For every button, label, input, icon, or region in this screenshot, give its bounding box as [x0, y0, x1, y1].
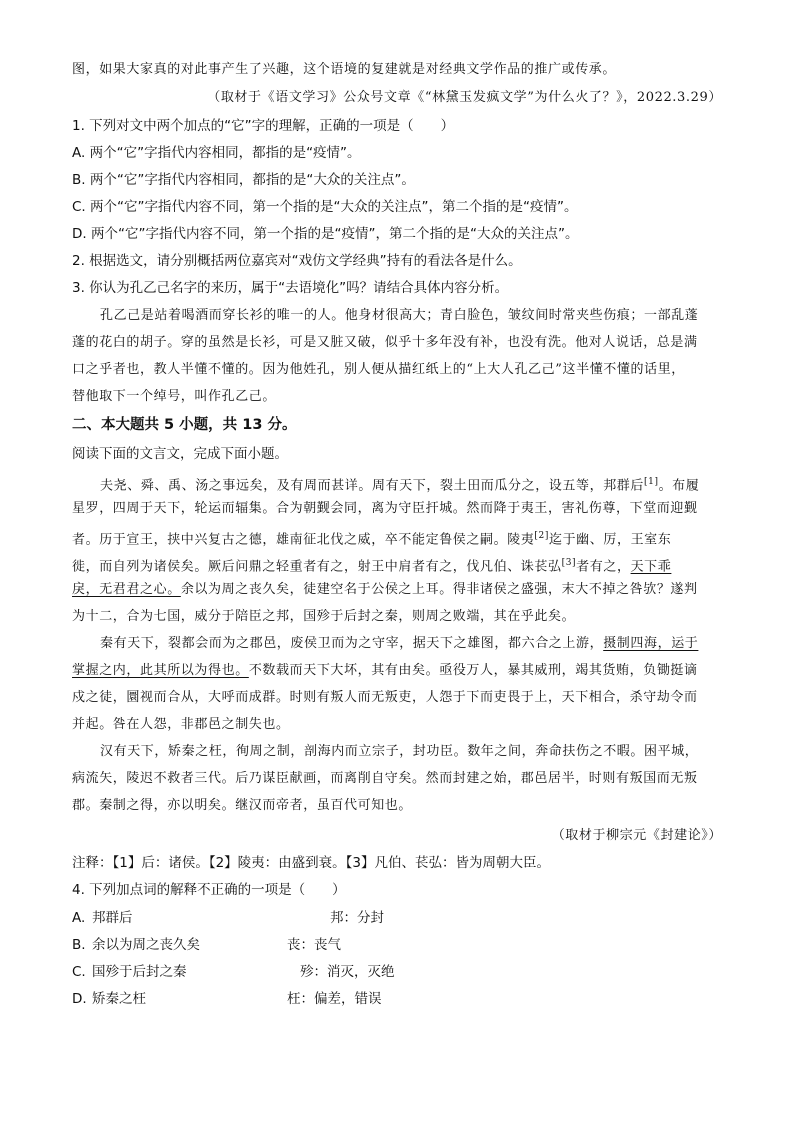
option-gloss: 殄：消灭，灭绝	[300, 964, 395, 980]
question-3-stem: 3. 你认为孔乙己名字的来历，属于“去语境化”吗？请结合具体内容分析。	[72, 280, 509, 296]
kong-passage-line: 孔乙己是站着喝酒而穿长衫的唯一的人。他身材很高大；青白脸色，皱纹间时常夹些伤痕；一部乱蓬	[100, 308, 699, 323]
classical-line: 夫尧、舜、禹、汤之事远矣，及有周而甚详。周有天下，裂土田而瓜分之，设五等，邦群后[1]。布履	[100, 477, 700, 494]
passage-tail-line: 图，如果大家真的对此事产生了兴趣，这个语境的复建就是对经典文学作品的推广或传承。	[72, 62, 617, 77]
underlined-sentence: 戾，无君君之心。	[72, 582, 181, 597]
option-phrase: 国殄于后封之秦	[92, 964, 187, 980]
option-gloss: 枉：偏差，错误	[287, 991, 382, 1007]
classical-line: 汉有天下，矫秦之枉，徇周之制，剖海内而立宗子，封功臣。数年之间，奔命扶伤之不暇。困平城，	[100, 744, 699, 759]
option-gloss: 邦：分封	[330, 910, 384, 926]
option-label: D.	[72, 991, 87, 1007]
footnote-marker: [2]	[534, 531, 549, 541]
classical-line: 秦有天下，裂都会而为之郡邑，废侯卫而为之守宰，据天下之雄图，都六合之上游，摄制四海，运于	[100, 636, 699, 651]
option-phrase: 矫秦之枉	[92, 991, 146, 1007]
option-gloss: 丧：丧气	[287, 937, 341, 953]
question-1-option-a: A. 两个“它”字指代内容相同，都指的是“疫情”。	[72, 145, 361, 161]
classical-line: 徙，而自列为诸侯矣。厥后问鼎之轻重者有之，射王中肩者有之，伐凡伯、诛苌弘[3]者有之，天下乖	[72, 558, 672, 575]
option-label: A.	[72, 910, 86, 926]
kong-passage-line: 替他取下一个绰号，叫作孔乙己。	[72, 389, 277, 404]
option-phrase: 余以为周之丧久矣	[92, 937, 200, 953]
classical-source: （取材于柳宗元《封建论》）	[551, 828, 722, 843]
question-1-stem: 1. 下列对文中两个加点的“它”字的理解，正确的一项是（ ）	[72, 118, 455, 134]
kong-passage-line: 口之乎者也，教人半懂不懂的。因为他姓孔，别人便从描红纸上的“上大人孔乙己”这半懂不懂的话里，	[72, 362, 685, 377]
classical-line: 戍之徒，圜视而合从，大呼而成群。时则有叛人而无叛吏，人怨于下而吏畏于上，天下相合，杀守劫令而	[72, 690, 698, 705]
question-1-option-b: B. 两个“它”字指代内容相同，都指的是“大众的关注点”。	[72, 172, 415, 188]
classical-line: 并起。咎在人怨，非郡邑之制失也。	[72, 717, 290, 732]
footnote-marker: [3]	[561, 558, 577, 568]
classical-line: 星罗，四周于天下，轮运而辐集。合为朝觐会同，离为守臣扞城。然而降于夷王，害礼伤尊，下堂而迎觐	[72, 501, 698, 516]
question-1-option-d: D. 两个“它”字指代内容不同，第一个指的是“疫情”，第二个指的是“大众的关注点”。	[72, 226, 579, 242]
section-2-heading: 二、本大题共 5 小题，共 13 分。	[72, 417, 297, 433]
option-label: C.	[72, 964, 86, 980]
passage-source: （取材于《语文学习》公众号文章《“林黛玉发疯文学”为什么火了？》，2022.3.29）	[207, 90, 722, 105]
option-phrase: 邦群后	[92, 910, 133, 926]
question-2-stem: 2. 根据选文，请分别概括两位嘉宾对“戏仿文学经典”持有的看法各是什么。	[72, 253, 522, 269]
underlined-sentence: 掌握之内，此其所以为得也。	[72, 663, 249, 678]
section-2-instruction: 阅读下面的文言文，完成下面小题。	[72, 446, 288, 462]
question-4-stem: 4. 下列加点词的解释不正确的一项是（ ）	[72, 882, 346, 898]
kong-passage-line: 蓬的花白的胡子。穿的虽然是长衫，可是又脏又破，似乎十多年没有补，也没有洗。他对人说话，总是满	[72, 335, 698, 350]
question-1-option-c: C. 两个“它”字指代内容不同，第一个指的是“大众的关注点”，第二个指的是“疫情”。	[72, 199, 578, 215]
option-label: B.	[72, 937, 86, 953]
underlined-sentence: 天下乖	[630, 559, 672, 575]
classical-line: 病流矢，陵迟不救者三代。后乃谋臣献画，而离削自守矣。然而封建之始，郡邑居半，时则有叛国而无叛	[72, 771, 698, 786]
footnotes: 注释：【1】后：诸侯。【2】陵夷：由盛到衰。【3】凡伯、苌弘：皆为周朝大臣。	[72, 855, 551, 871]
classical-line: 掌握之内，此其所以为得也。不数载而天下大坏，其有由矣。亟役万人，暴其威刑，竭其货贿，负锄挺谪	[72, 663, 698, 678]
footnote-marker: [1]	[644, 477, 659, 487]
classical-line: 为十二，合为七国，威分于陪臣之邦，国殄于后封之秦，则周之败端，其在乎此矣。	[72, 609, 576, 624]
underlined-sentence: 摄制四海，运于	[603, 636, 699, 651]
classical-line: 郡。秦制之得，亦以明矣。继汉而帝者，虽百代可知也。	[72, 798, 413, 813]
classical-line: 戾，无君君之心。余以为周之丧久矣，徒建空名于公侯之上耳。得非诸侯之盛强，末大不掉之咎欤？遂判	[72, 582, 698, 597]
classical-line: 者。历于宣王，挟中兴复古之德，雄南征北伐之威，卒不能定鲁侯之嗣。陵夷[2]迄于幽、厉，王室东	[72, 531, 672, 548]
